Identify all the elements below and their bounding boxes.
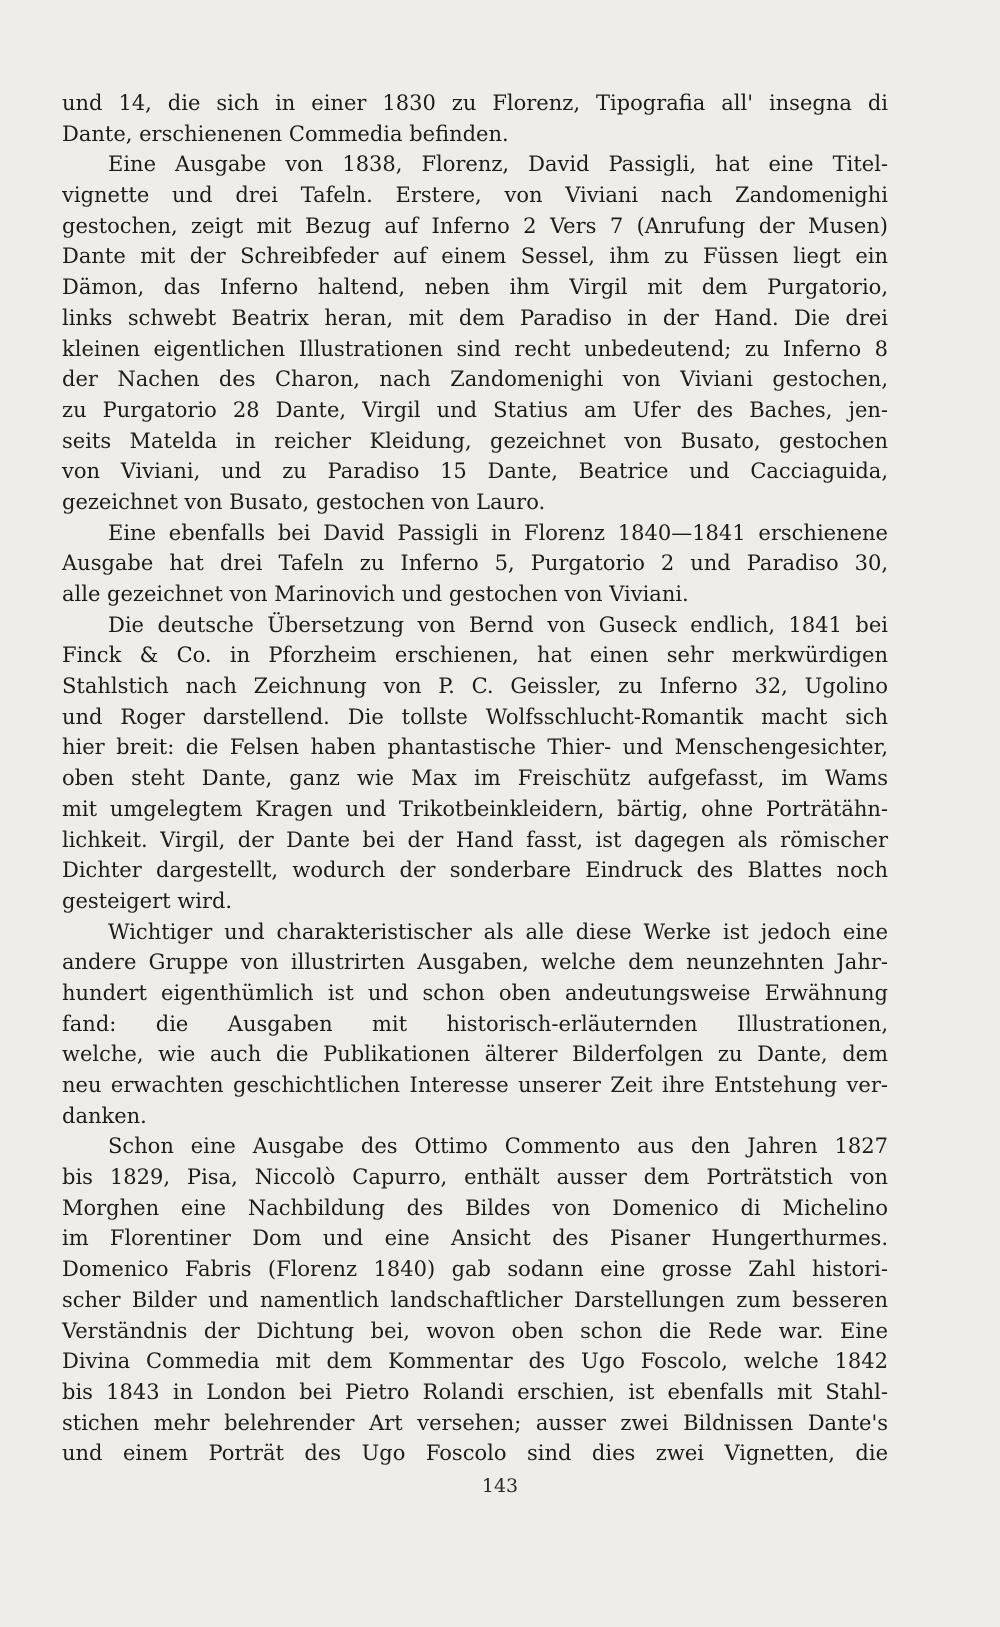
text-line: stichen mehr belehrender Art versehen; ausser zwei Bildnissen Dante's	[62, 1410, 888, 1435]
text-line: seits Matelda in reicher Kleidung, gezeichnet von Busato, gestochen	[62, 428, 888, 453]
text-line: neu erwachten geschichtlichen Interesse unserer Zeit ihre Entstehung ver-	[62, 1073, 888, 1097]
text-line: Ausgabe hat drei Tafeln zu Inferno 5, Purgatorio 2 und Paradiso 30,	[62, 551, 888, 576]
text-line: Eine ebenfalls bei David Passigli in Florenz 1840—1841 erschienene	[108, 520, 888, 545]
page-number: 143	[481, 1475, 519, 1497]
text-line: Wichtiger und charakteristischer als alle diese Werke ist jedoch eine	[108, 919, 888, 944]
text-line: der Nachen des Charon, nach Zandomenighi von Viviani gestochen,	[62, 367, 888, 392]
text-line: andere Gruppe von illustrirten Ausgaben, welche dem neunzehnten Jahr-	[62, 950, 888, 975]
text-line: gestochen, zeigt mit Bezug auf Inferno 2 Vers 7 (Anrufung der Musen)	[62, 213, 888, 238]
text-line: hundert eigenthümlich ist und schon oben andeutungsweise Erwähnung	[62, 980, 888, 1005]
text-line: danken.	[62, 1103, 147, 1128]
text-line: im Florentiner Dom und eine Ansicht des Pisaner Hungerthurmes.	[62, 1226, 888, 1251]
text-line: oben steht Dante, ganz wie Max im Freischütz aufgefasst, im Wams	[62, 766, 888, 791]
text-line: Die deutsche Übersetzung von Bernd von Guseck endlich, 1841 bei	[108, 612, 888, 637]
text-line: alle gezeichnet von Marinovich und gestochen von Viviani.	[62, 582, 689, 606]
text-line: kleinen eigentlichen Illustrationen sind recht unbedeutend; zu Inferno 8	[62, 336, 888, 361]
text-line: von Viviani, und zu Paradiso 15 Dante, Beatrice und Cacciaguida,	[62, 459, 888, 484]
text-line: und Roger darstellend. Die tollste Wolfsschlucht-Romantik macht sich	[62, 704, 888, 729]
text-line: gezeichnet von Busato, gestochen von Lauro.	[62, 489, 546, 514]
text-line: Dante, erschienenen Commedia befinden.	[62, 121, 509, 146]
text-line: scher Bilder und namentlich landschaftlicher Darstellungen zum besseren	[62, 1287, 888, 1312]
text-line: und einem Porträt des Ugo Foscolo sind dies zwei Vignetten, die	[62, 1441, 888, 1466]
text-line: welche, wie auch die Publikationen älterer Bilderfolgen zu Dante, dem	[62, 1042, 888, 1067]
text-line: Schon eine Ausgabe des Ottimo Commento aus den Jahren 1827	[108, 1134, 888, 1159]
text-line: Dante mit der Schreibfeder auf einem Sessel, ihm zu Füssen liegt ein	[62, 244, 888, 269]
body-text	[62, 88, 888, 1469]
text-line: zu Purgatorio 28 Dante, Virgil und Statius am Ufer des Baches, jen-	[62, 397, 888, 422]
text-line: fand: die Ausgaben mit historisch-erläuternden Illustrationen,	[62, 1011, 888, 1036]
text-line: Divina Commedia mit dem Kommentar des Ugo Foscolo, welche 1842	[62, 1349, 888, 1374]
text-line: Verständnis der Dichtung bei, wovon oben schon die Rede war. Eine	[62, 1318, 888, 1343]
text-line: mit umgelegtem Kragen und Trikotbeinkleidern, bärtig, ohne Porträtähn-	[62, 796, 888, 821]
text-line: Domenico Fabris (Florenz 1840) gab sodann eine grosse Zahl histori-	[62, 1257, 888, 1282]
text-line: gesteigert wird.	[62, 888, 233, 913]
text-line: bis 1843 in London bei Pietro Rolandi erschien, ist ebenfalls mit Stahl-	[62, 1379, 888, 1404]
text-line: Eine Ausgabe von 1838, Florenz, David Passigli, hat eine Titel-	[108, 152, 888, 177]
text-line: Finck & Co. in Pforzheim erschienen, hat einen sehr merkwürdigen	[62, 643, 888, 668]
text-line: lichkeit. Virgil, der Dante bei der Hand fasst, ist dagegen als römischer	[62, 827, 888, 852]
text-line: und 14, die sich in einer 1830 zu Florenz, Tipografia all' insegna di	[62, 91, 888, 115]
text-line: links schwebt Beatrix heran, mit dem Paradiso in der Hand. Die drei	[62, 305, 888, 330]
text-line: hier breit: die Felsen haben phantastische Thier- und Menschengesichter,	[62, 735, 888, 760]
text-line: vignette und drei Tafeln. Erstere, von Viviani nach Zandomenighi	[62, 183, 888, 208]
text-line: Dichter dargestellt, wodurch der sonderbare Eindruck des Blattes noch	[62, 858, 888, 883]
text-line: Stahlstich nach Zeichnung von P. C. Geissler, zu Inferno 32, Ugolino	[62, 674, 888, 699]
text-line: Dämon, das Inferno haltend, neben ihm Virgil mit dem Purgatorio,	[62, 275, 888, 300]
text-line: bis 1829, Pisa, Niccolò Capurro, enthält ausser dem Porträtstich von	[62, 1165, 888, 1190]
text-line: Morghen eine Nachbildung des Bildes von Domenico di Michelino	[62, 1195, 888, 1220]
